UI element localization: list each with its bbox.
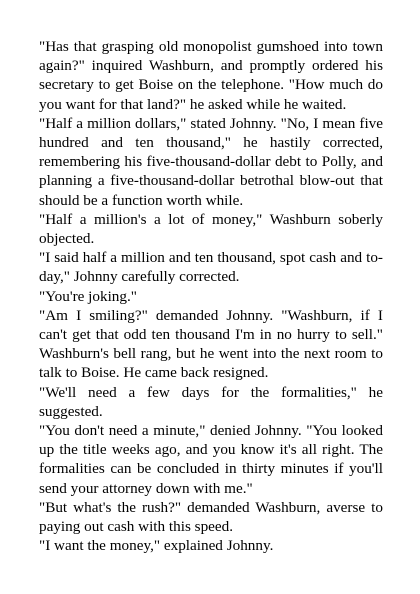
paragraph-4: "I said half a million and ten thousand, spot cash and to-day," Johnny carefully corrected. bbox=[39, 249, 383, 286]
paragraph-7: "We'll need a few days for the formalities," he suggested. bbox=[39, 383, 383, 420]
paragraph-6: "Am I smiling?" demanded Johnny. "Washburn, if I can't get that odd ten thousand I'm in no hurry to sell." Washburn's bell rang, but he went into the next room to talk to Boise. He came back resigned. bbox=[39, 306, 383, 382]
paragraph-5: "You're joking." bbox=[39, 287, 137, 305]
paragraph-2: "Half a million dollars," stated Johnny. "No, I mean five hundred and ten thousand," he hastily corrected, remembering his five-thousand-dollar debt to Polly, and planning a five-thousand-dollar betrothal blow-out that should be a function worth while. bbox=[39, 114, 383, 209]
paragraph-3: "Half a million's a lot of money," Washburn soberly objected. bbox=[39, 210, 383, 248]
paragraph-10: "I want the money," explained Johnny. bbox=[39, 537, 274, 555]
paragraph-8: "You don't need a minute," denied Johnny. "You looked up the title weeks ago, and you know it's all right. The formalities can be concluded in thirty minutes if you'll send your attorney down with me." bbox=[39, 422, 383, 497]
paragraph-9: "But what's the rush?" demanded Washburn, averse to paying out cash with this speed. bbox=[39, 498, 383, 536]
paragraph-1: "Has that grasping old monopolist gumshoed into town again?" inquired Washburn, and promptly ordered his secretary to get Boise on the telephone. "How much do you want for that land?" he asked while he waited. bbox=[39, 38, 383, 113]
page-body bbox=[39, 37, 383, 555]
